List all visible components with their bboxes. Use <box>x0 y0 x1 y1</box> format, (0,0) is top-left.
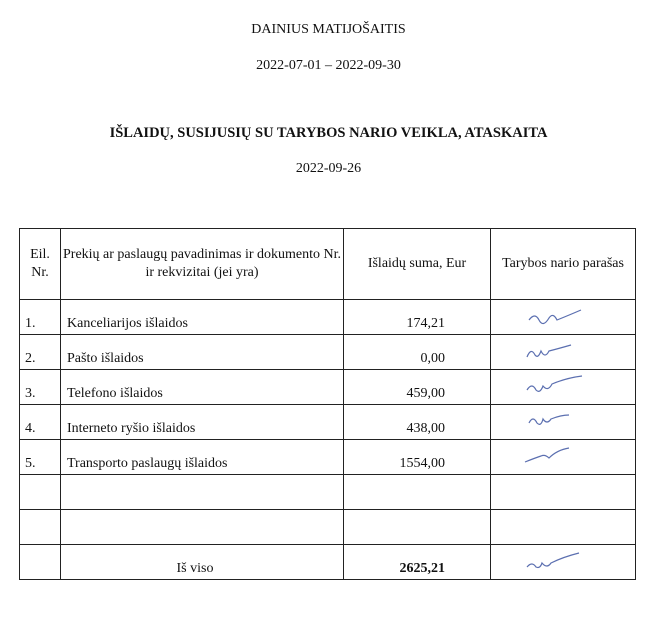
table-header-row <box>20 229 636 300</box>
row-signature <box>491 370 636 405</box>
col-header-signature: Tarybos nario parašas <box>491 229 636 300</box>
row-no: 4. <box>20 405 61 440</box>
report-period: 2022-07-01 – 2022-09-30 <box>256 58 401 73</box>
report-date: 2022-09-26 <box>295 161 362 176</box>
row-signature <box>491 440 636 475</box>
row-no: 5. <box>20 440 61 475</box>
row-item: Transporto paslaugų išlaidos <box>61 440 344 475</box>
col-header-no: Eil. Nr. <box>20 229 61 300</box>
signature-icon <box>521 372 601 400</box>
row-item: Interneto ryšio išlaidos <box>61 405 344 440</box>
row-no: 1. <box>20 300 61 335</box>
signature-icon <box>521 302 601 330</box>
row-no: 3. <box>20 370 61 405</box>
row-signature <box>491 300 636 335</box>
row-amount: 1554,00 <box>344 440 491 475</box>
row-amount: 174,21 <box>344 300 491 335</box>
row-signature <box>491 405 636 440</box>
col-header-amount: Išlaidų suma, Eur <box>344 229 491 300</box>
total-amount: 2625,21 <box>344 545 491 580</box>
row-signature <box>491 335 636 370</box>
table-row-empty <box>20 510 636 545</box>
signature-icon <box>521 337 601 365</box>
table-row <box>20 405 636 440</box>
row-amount: 0,00 <box>344 335 491 370</box>
person-name: DAINIUS MATIJOŠAITIS <box>251 22 406 37</box>
total-label: Iš viso <box>61 545 344 580</box>
signature-icon <box>521 442 601 470</box>
table-row <box>20 300 636 335</box>
report-title: IŠLAIDŲ, SUSIJUSIŲ SU TARYBOS NARIO VEIKLA, ATASKAITA <box>109 125 548 141</box>
signature-icon <box>521 407 601 435</box>
total-signature <box>491 545 636 580</box>
table-total-row <box>20 545 636 580</box>
row-item: Telefono išlaidos <box>61 370 344 405</box>
table-row <box>20 440 636 475</box>
row-item: Kanceliarijos išlaidos <box>61 300 344 335</box>
table-row-empty <box>20 475 636 510</box>
table-row <box>20 370 636 405</box>
signature-icon <box>521 547 601 575</box>
row-amount: 459,00 <box>344 370 491 405</box>
row-item: Pašto išlaidos <box>61 335 344 370</box>
row-no: 2. <box>20 335 61 370</box>
row-amount: 438,00 <box>344 405 491 440</box>
table-row <box>20 335 636 370</box>
col-header-item: Prekių ar paslaugų pavadinimas ir dokumento Nr. ir rekvizitai (jei yra) <box>61 229 344 300</box>
expense-table <box>19 228 636 580</box>
